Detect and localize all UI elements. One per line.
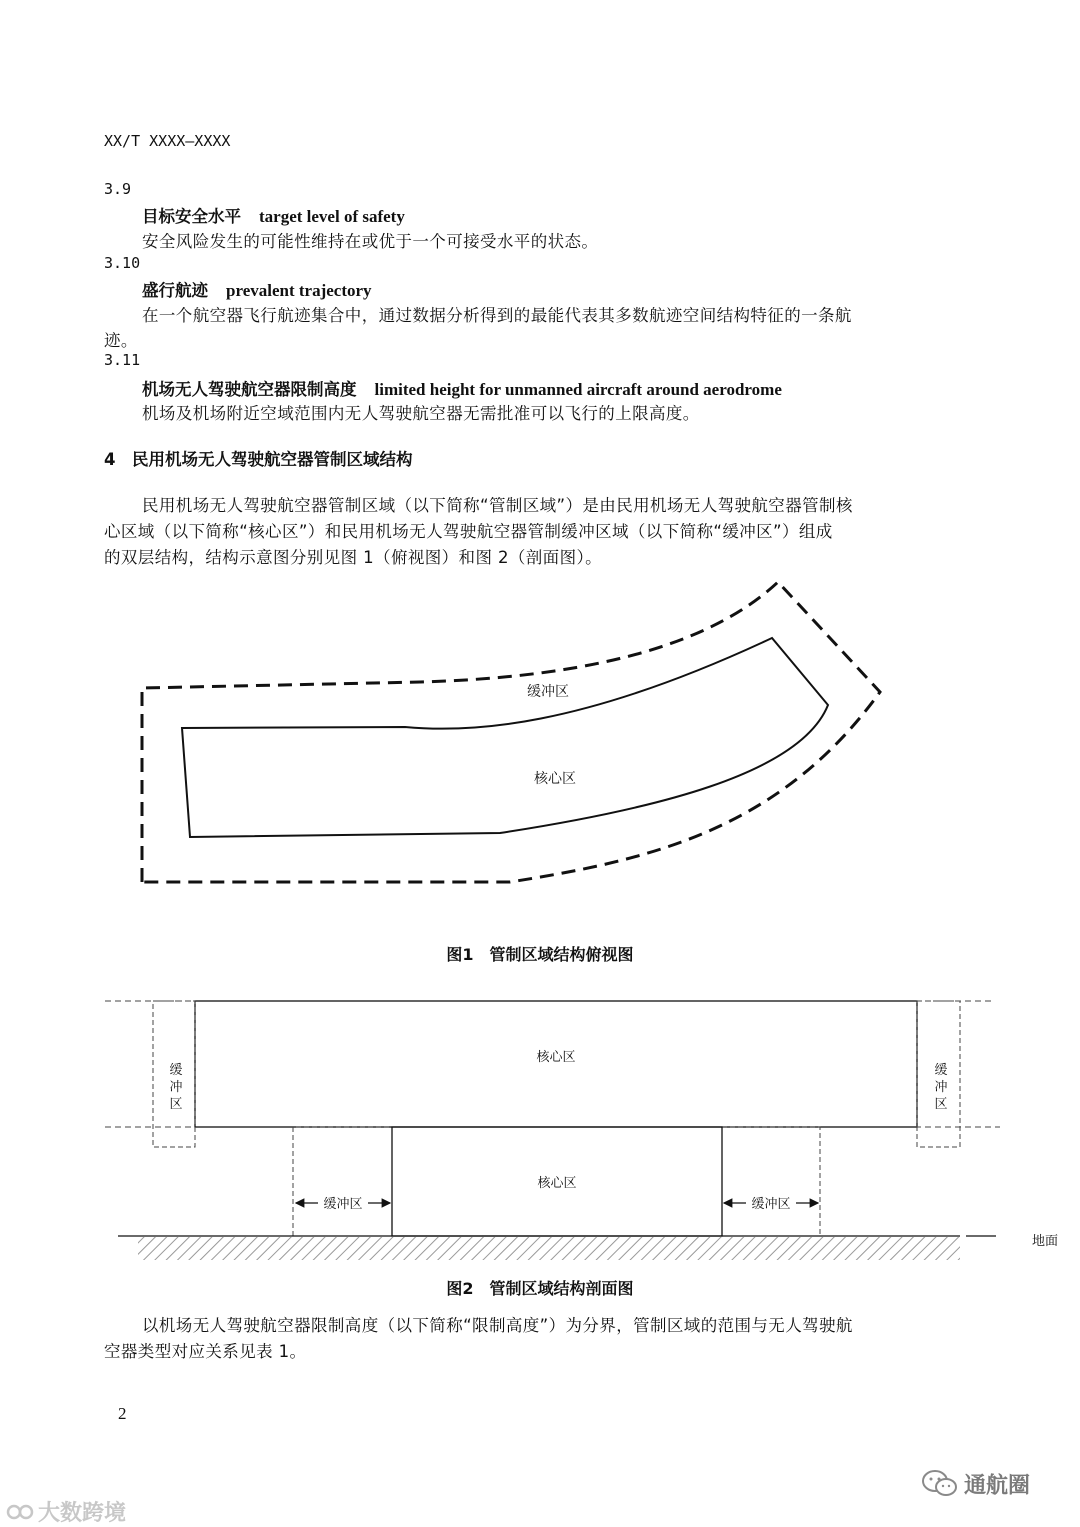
figure1-caption: 图1 管制区域结构俯视图 [446,945,634,964]
term-title [142,277,372,301]
paragraph-line: 以机场无人驾驶航空器限制高度（以下简称“限制高度”）为分界，管制区域的范围与无人驾驶航 [142,1316,853,1335]
term-definition: 机场及机场附近空域范围内无人驾驶航空器无需批准可以飞行的上限高度。 [142,404,700,423]
term-definition-line: 在一个航空器飞行航迹集合中，通过数据分析得到的最能代表其多数航迹空间结构特征的一条航 [142,306,852,325]
core-zone-outline [182,638,828,837]
watermark-right-text: 通航圈 [964,1473,1031,1499]
section-heading: 4 民用机场无人驾驶航空器管制区域结构 [104,450,413,469]
term-number: 3.10 [104,254,141,272]
document-code: XX/T XXXX—XXXX [104,132,231,150]
term-definition-line: 迹。 [104,331,138,350]
paragraph-line: 的双层结构，结构示意图分别见图 1（俯视图）和图 2（剖面图）。 [104,548,603,567]
core-zone-upper-label: 核心区 [536,1050,576,1065]
page-number: 2 [118,1404,127,1423]
term-number: 3.11 [104,351,141,369]
term-title-en: prevalent trajectory [226,281,372,300]
term-title-en: limited height for unmanned aircraft around aerodrome [374,380,782,399]
figure2-diagram [0,990,1080,1260]
buffer-zone-right-vertical-label: 缓冲区 [931,1062,947,1114]
core-zone-label: 核心区 [534,771,576,787]
paragraph-line: 空器类型对应关系见表 1。 [104,1342,307,1361]
watermark-left [6,1496,126,1527]
term-number: 3.9 [104,180,132,198]
buffer-zone-lower-right [722,1127,820,1236]
wechat-icon [920,1468,960,1500]
watermark-logo-icon [6,1501,34,1523]
ground-label: 地面 [1032,1234,1059,1249]
paragraph-line: 心区域（以下简称“核心区”）和民用机场无人驾驶航空器管制缓冲区域（以下简称“缓冲区”）组成 [104,522,833,541]
buffer-zone-right-label: 缓冲区 [751,1197,791,1212]
term-definition: 安全风险发生的可能性维持在或优于一个可接受水平的状态。 [142,232,599,251]
buffer-zone-lower-left [293,1127,392,1236]
term-title [142,203,405,227]
watermark-left-text: 大数跨境 [38,1501,127,1526]
term-title-zh: 盛行航迹 [142,281,208,300]
watermark-right [920,1468,1030,1500]
core-zone-lower-label: 核心区 [537,1176,577,1191]
buffer-zone-label: 缓冲区 [527,684,569,700]
paragraph-line: 民用机场无人驾驶航空器管制区域（以下简称“管制区域”）是由民用机场无人驾驶航空器管制核 [142,496,853,515]
term-title [142,376,782,400]
figure2-caption: 图2 管制区域结构剖面图 [446,1279,634,1298]
buffer-zone-left-vertical-label: 缓冲区 [166,1062,182,1114]
term-title-zh: 目标安全水平 [142,207,241,226]
term-title-zh: 机场无人驾驶航空器限制高度 [142,380,357,399]
figure1-diagram [0,560,1080,940]
ground-hatching [138,1237,960,1260]
term-title-en: target level of safety [259,207,405,226]
buffer-zone-left-label: 缓冲区 [323,1197,363,1212]
